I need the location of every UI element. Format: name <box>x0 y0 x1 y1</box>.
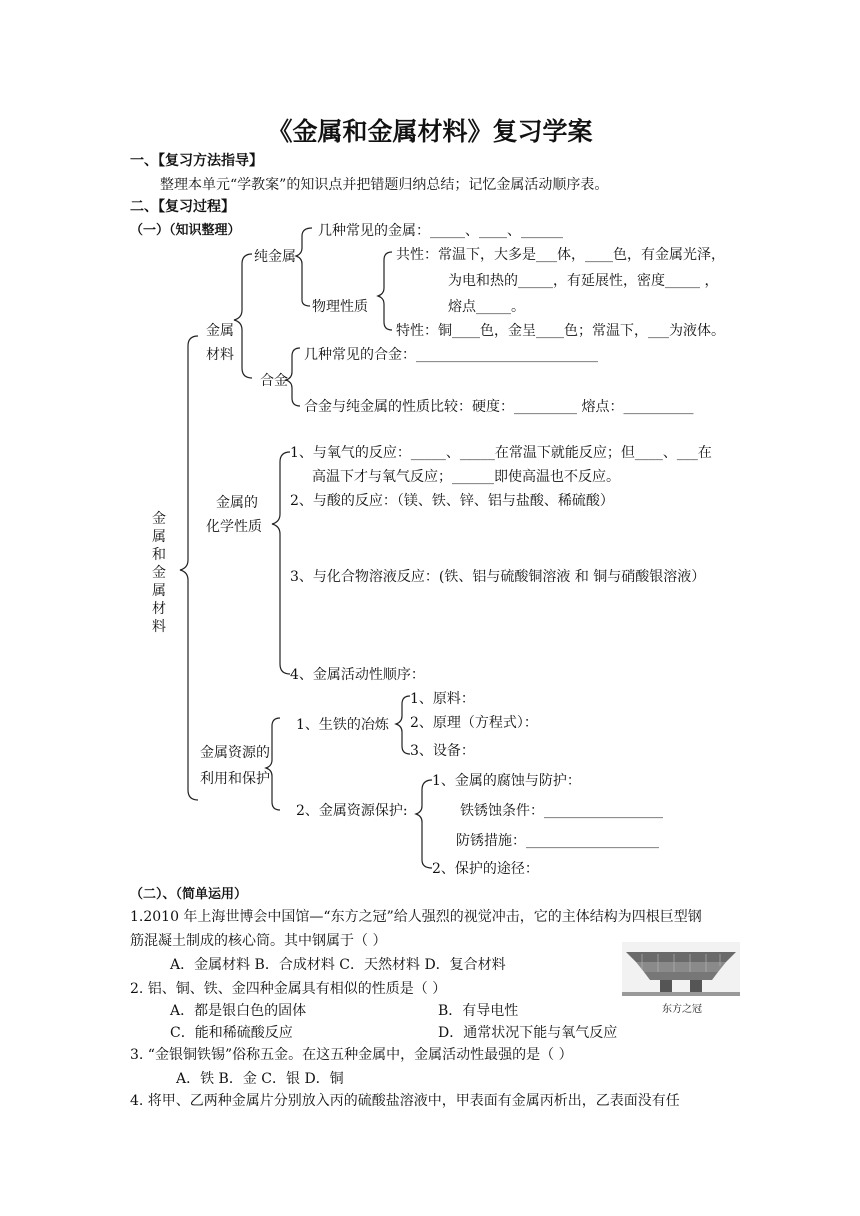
smelting-equipment: 3、设备： <box>410 743 475 759</box>
resource-label-2: 利用和保护 <box>200 771 270 787</box>
pure-metal-label: 纯金属 <box>254 249 296 265</box>
rust-conditions: 铁锈蚀条件：_________________ <box>460 803 663 819</box>
corrosion: 1、金属的腐蚀与防护： <box>432 773 581 789</box>
materials-label-1: 金属 <box>206 323 234 339</box>
page-title: 《金属和金属材料》复习学案 <box>267 117 593 146</box>
phys-common-3: 熔点_____。 <box>448 299 525 315</box>
rust-prevention: 防锈措施：___________________ <box>456 833 659 849</box>
question-3: 3. “金银铜铁锡”俗称五金。在这五种金属中，金属活动性最强的是（ ） <box>130 1047 573 1063</box>
section-heading-process: 二、【复习过程】 <box>130 199 235 215</box>
protection-ways: 2、保护的途径： <box>432 861 539 877</box>
question-1-options: A．金属材料 B．合成材料 C．天然材料 D．复合材料 <box>170 957 506 973</box>
iron-smelting: 1、生铁的冶炼 <box>296 717 389 733</box>
common-alloys: 几种常见的合金：__________________________ <box>304 347 598 363</box>
chem-oxygen-1: 1、与氧气的反应：_____、_____在常温下就能反应；但____、___在 <box>290 445 712 461</box>
question-2-option-a: A．都是银白色的固体 <box>170 1003 307 1019</box>
image-caption: 东方之冠 <box>662 1004 702 1015</box>
phys-common-1: 共性：常温下，大多是___体，____色，有金属光泽， <box>396 247 725 263</box>
chem-label-2: 化学性质 <box>206 519 262 535</box>
physical-props-label: 物理性质 <box>312 299 368 315</box>
question-4: 4. 将甲、乙两种金属片分别放入丙的硫酸盐溶液中，甲表面有金属丙析出，乙表面没有任 <box>130 1093 680 1109</box>
common-metals: 几种常见的金属：_____、____、______ <box>318 223 563 239</box>
phys-common-2: 为电和热的_____，有延展性，密度_____ ， <box>448 273 719 289</box>
application-heading: （二）、（简单运用） <box>130 887 248 902</box>
smelting-materials: 1、原料： <box>410 691 475 707</box>
chem-acid: 2、与酸的反应：（镁、铁、锌、铝与盐酸、稀硫酸） <box>290 493 614 509</box>
alloy-comparison: 合金与纯金属的性质比较：硬度：_________ 熔点：__________ <box>304 399 694 415</box>
section-heading-method: 一、【复习方法指导】 <box>130 153 263 169</box>
chem-oxygen-2: 高温下才与氧气反应；______即使高温也不反应。 <box>312 469 620 485</box>
resource-protection: 2、金属资源保护: <box>296 803 408 819</box>
materials-label-2: 材料 <box>206 347 234 363</box>
resource-label-1: 金属资源的 <box>200 745 270 761</box>
alloy-label: 合金 <box>260 373 288 389</box>
question-1-line-1: 1.2010 年上海世博会中国馆—“东方之冠”给人强烈的视觉冲击，它的主体结构为四根巨型钢 <box>130 909 702 925</box>
phys-special: 特性：铜____色，金呈____色；常温下，___为液体。 <box>396 323 725 339</box>
question-1-line-2: 筋混凝土制成的核心筒。其中钢属于（ ） <box>130 933 387 949</box>
chem-label-1: 金属的 <box>216 495 258 511</box>
question-2: 2. 铝、铜、铁、金四种金属具有相似的性质是（ ） <box>130 981 447 997</box>
question-2-option-c: C．能和稀硫酸反应 <box>170 1025 293 1041</box>
root-label: 金属和金属材料 <box>152 511 166 635</box>
smelting-principle: 2、原理（方程式）： <box>410 715 538 731</box>
question-2-option-d: D．通常状况下能与氧气反应 <box>438 1025 618 1041</box>
pavilion-image <box>622 942 740 1020</box>
question-2-option-b: B．有导电性 <box>438 1003 519 1019</box>
chem-activity: 4、金属活动性顺序： <box>290 667 425 683</box>
chem-solution: 3、与化合物溶液反应：(铁、铝与硫酸铜溶液 和 铜与硝酸银溶液） <box>290 569 706 585</box>
method-text: 整理本单元“学教案”的知识点并把错题归纳总结；记忆金属活动顺序表。 <box>160 177 609 193</box>
knowledge-heading: （一）（知识整理） <box>130 223 241 238</box>
question-3-options: A．铁 B．金 C．银 D．铜 <box>176 1071 344 1087</box>
